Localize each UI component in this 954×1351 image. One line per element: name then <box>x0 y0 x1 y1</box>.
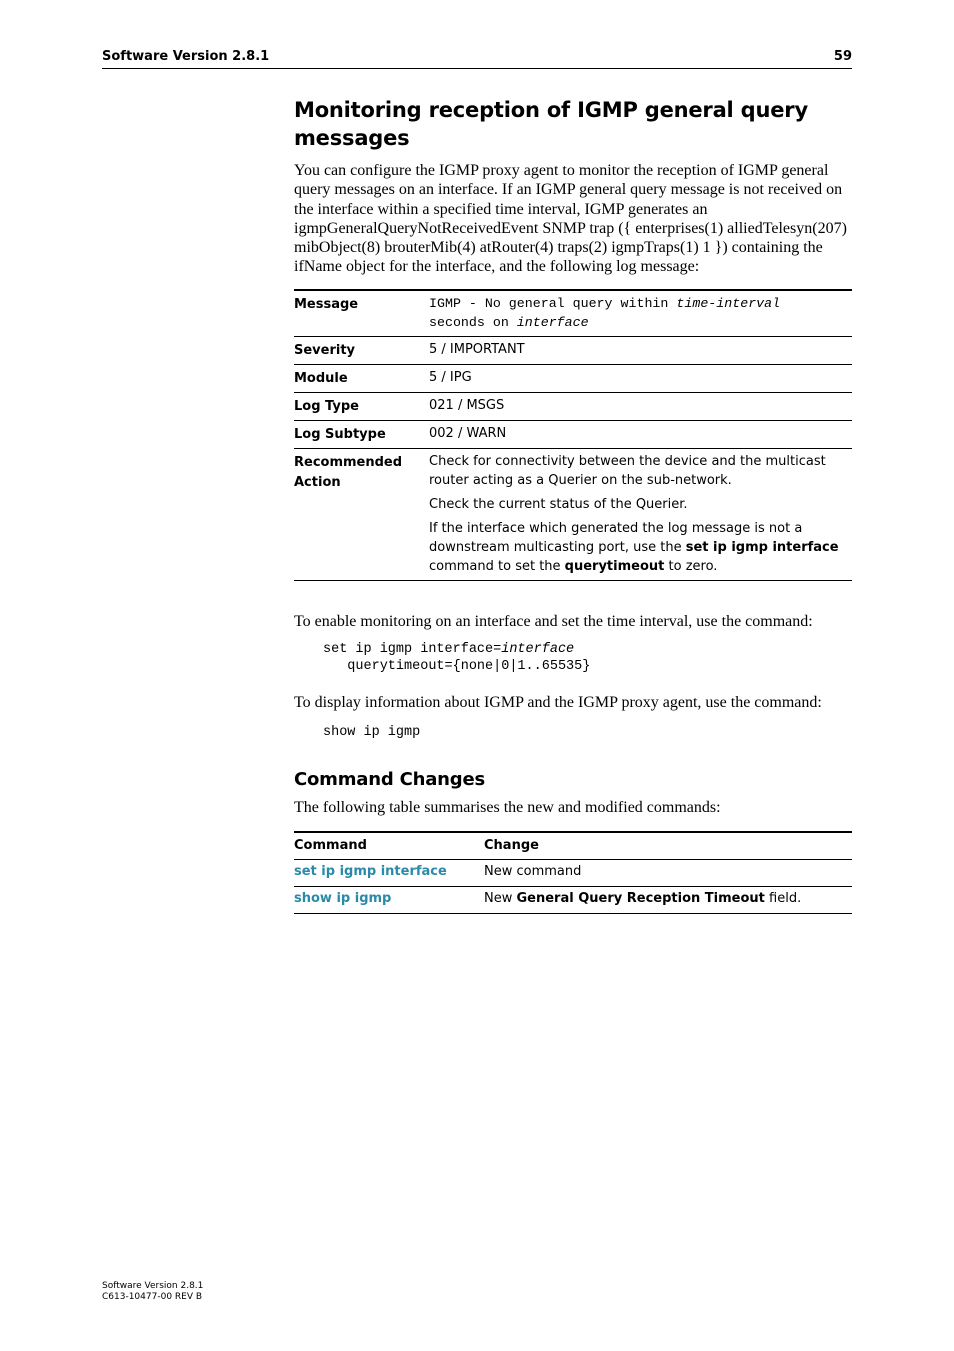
code-line1-var: interface <box>501 642 575 658</box>
command-changes-intro: The following table summarises the new and modified commands: <box>294 799 721 817</box>
table-row <box>294 336 852 364</box>
table-row <box>294 886 852 913</box>
change-cell: New command <box>484 859 852 886</box>
page-header <box>102 48 852 69</box>
change-text-c: field. <box>764 890 802 906</box>
action-label-line2: Action <box>294 474 341 490</box>
message-text-1: IGMP - No general query within <box>429 295 677 311</box>
column-header-command: Command <box>294 832 484 860</box>
code-block-show-command: show ip igmp <box>323 725 421 741</box>
table-row <box>294 420 852 448</box>
table-header-row <box>294 832 852 860</box>
intro-paragraph: You can configure the IGMP proxy agent to monitor the reception of IGMP general query messages on an interface. If an IGMP general query message is not received on the interface within a specified time interval, IGMP generates an igmpGeneralQueryNotReceivedEvent SNMP trap ({ enterprises(1) alliedTelesyn(207) mibObject(8) brouterMib(4) atRouter(4) traps(2) igmpTraps(1) 1 }) containing the ifName object for the interface, and the following log message: <box>294 162 847 276</box>
message-var-time-interval: time-interval <box>676 295 781 311</box>
action-3-text-c: command to set the <box>429 558 565 574</box>
action-3-text-a: If the interface which generated the log message is not a downstream multicasting port, use the <box>429 520 803 555</box>
code-block-set-command <box>294 641 852 675</box>
table-row <box>294 392 852 420</box>
command-link-set-ip-igmp-interface[interactable]: set ip igmp interface <box>294 859 484 886</box>
change-cell <box>484 886 852 913</box>
action-paragraph-3 <box>429 519 852 576</box>
module-value: 5 / IPG <box>429 364 852 392</box>
message-label: Message <box>294 290 429 337</box>
page-footer <box>102 1281 203 1303</box>
log-subtype-label: Log Subtype <box>294 420 429 448</box>
main-content <box>294 96 852 914</box>
action-label-line1: Recommended <box>294 454 403 470</box>
command-link-show-ip-igmp[interactable]: show ip igmp <box>294 886 484 913</box>
action-3-parameter: querytimeout <box>564 558 665 574</box>
action-3-text-e: to zero. <box>664 558 718 574</box>
log-type-value: 021 / MSGS <box>429 392 852 420</box>
recommended-action-value <box>429 448 852 580</box>
code-line2: querytimeout={none|0|1..65535} <box>323 659 591 675</box>
page-number: 59 <box>833 49 852 64</box>
display-paragraph: To display information about IGMP and the IGMP proxy agent, use the command: <box>294 694 822 712</box>
change-text-a: New <box>484 890 517 906</box>
module-label: Module <box>294 364 429 392</box>
section-title: Monitoring reception of IGMP general query messages <box>294 98 808 150</box>
action-paragraph-2: Check the current status of the Querier. <box>429 496 688 512</box>
table-row <box>294 859 852 886</box>
severity-value: 5 / IMPORTANT <box>429 336 852 364</box>
code-line1: set ip igmp interface= <box>323 642 502 658</box>
log-type-label: Log Type <box>294 392 429 420</box>
message-text-2: seconds on <box>429 314 517 330</box>
table-row <box>294 364 852 392</box>
message-value <box>429 290 852 337</box>
action-paragraph-1: Check for connectivity between the device and the multicast router acting as a Querier on the sub-network. <box>429 453 826 488</box>
header-version: Software Version 2.8.1 <box>102 49 270 64</box>
table-row <box>294 290 852 337</box>
command-changes-table <box>294 831 852 914</box>
footer-version: Software Version 2.8.1 <box>102 1281 204 1291</box>
command-changes-title: Command Changes <box>294 769 485 791</box>
log-subtype-value: 002 / WARN <box>429 420 852 448</box>
footer-doc-number: C613-10477-00 REV B <box>102 1292 203 1302</box>
column-header-change: Change <box>484 832 852 860</box>
table-row <box>294 448 852 580</box>
severity-label: Severity <box>294 336 429 364</box>
enable-paragraph: To enable monitoring on an interface and set the time interval, use the command: <box>294 612 813 630</box>
message-var-interface: interface <box>516 314 589 330</box>
recommended-action-label <box>294 448 429 580</box>
action-3-command: set ip igmp interface <box>685 539 839 555</box>
log-message-table <box>294 289 852 581</box>
change-field-name: General Query Reception Timeout <box>516 890 765 906</box>
